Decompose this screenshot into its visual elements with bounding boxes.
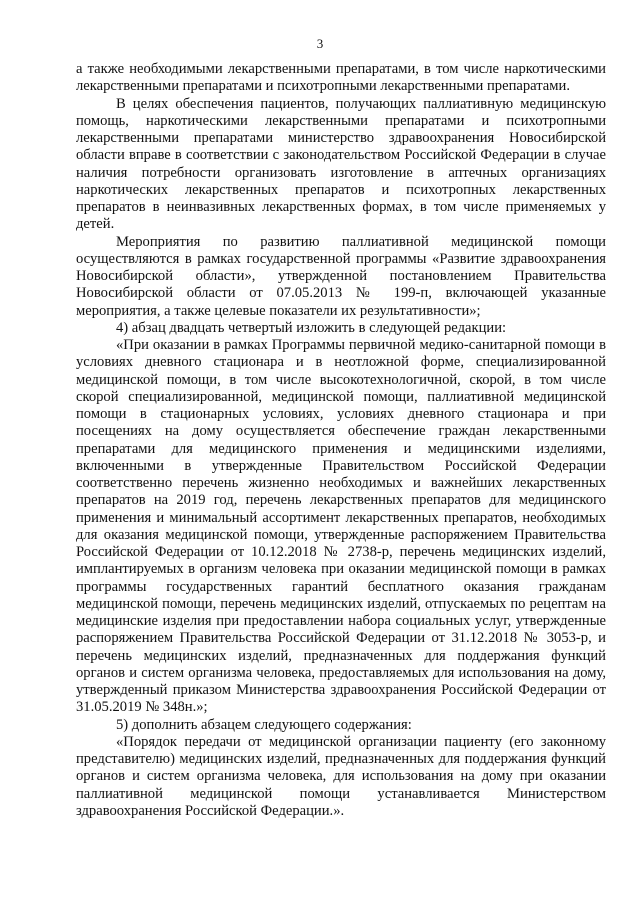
paragraph-continuation: а также необходимыми лекарственными препаратами, в том числе наркотическими лекарственными препаратами и психотропными лекарственными препаратами. bbox=[76, 61, 606, 95]
paragraph-patient-provision: В целях обеспечения пациентов, получающих паллиативную медицинскую помощь, наркотическими лекарственными препаратами и психотропными лекарственными препаратами министерство здравоохранения Новосибирской области вправе в соответствии с законодательством Российской Федерации в случае наличия потребности организовать изготовление в аптечных организациях наркотических лекарственных препаратов и психотропных лекарственных препаратов в неинвазивных лекарственных формах, в том числе применяемых у детей. bbox=[76, 95, 606, 233]
paragraph-transfer-procedure: «Порядок передачи от медицинской организации пациенту (его законному представителю) медицинских изделий, предназначенных для поддержания функций органов и систем организма человека, для использования на дому при оказании паллиативной медицинской помощи устанавливается Министерством здравоохранения Российской Федерации.». bbox=[76, 733, 606, 819]
paragraph-item-4: 4) абзац двадцать четвертый изложить в следующей редакции: bbox=[116, 319, 507, 336]
page-number: 3 bbox=[316, 36, 324, 51]
document-body bbox=[76, 61, 606, 820]
paragraph-new-wording: «При оказании в рамках Программы первичной медико-санитарной помощи в условиях дневного стационара и в неотложной форме, специализированной медицинской помощи, в том числе высокотехнологичной, скорой, в том числе скорой специализированной, медицинской помощи, паллиативной медицинской помощи в стационарных условиях, условиях дневного стационара и при посещениях на дому осуществляется обеспечение граждан лекарственными препаратами для медицинского применения и медицинскими изделиями, включенными в утвержденные Правительством Российской Федерации соответственно перечень жизненно необходимых и важнейших лекарственных препаратов на 2019 год, перечень лекарственных препаратов для медицинского применения и минимальный ассортимент лекарственных препаратов, необходимых для оказания медицинской помощи, утвержденные распоряжением Правительства Российской Федерации от 10.12.2018 № 2738-р, перечень медицинских изделий, имплантируемых в организм человека при оказании медицинской помощи в рамках программы государственных гарантий бесплатного оказания гражданам медицинской помощи, перечень медицинских изделий, отпускаемых по рецептам на медицинские изделия при предоставлении набора социальных услуг, утвержденные распоряжением Правительства Российской Федерации от 31.12.2018 № 3053-р, и перечень медицинских изделий, предназначенных для поддержания функций органов и систем организма человека, предоставляемых для использования на дому, утвержденный приказом Министерства здравоохранения Российской Федерации от 31.05.2019 № 348н.»; bbox=[76, 337, 606, 716]
paragraph-item-5: 5) дополнить абзацем следующего содержания: bbox=[116, 716, 412, 733]
paragraph-program-measures: Мероприятия по развитию паллиативной медицинской помощи осуществляются в рамках государственной программы «Развитие здравоохранения Новосибирской области», утвержденной постановлением Правительства Новосибирской области от 07.05.2013 № 199-п, включающей указанные мероприятия, а также целевые показатели их результативности»; bbox=[76, 233, 606, 319]
